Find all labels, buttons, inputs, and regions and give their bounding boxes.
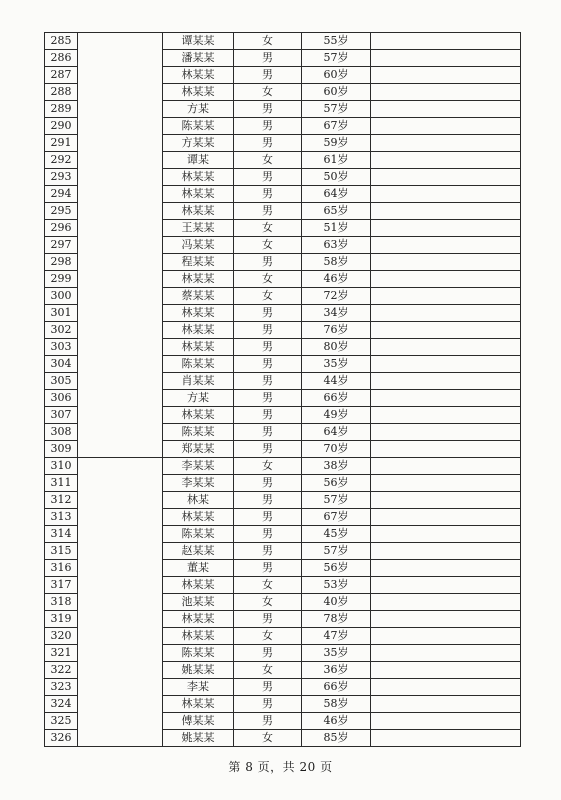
sex-cell: 男 (234, 492, 302, 509)
table-row (45, 407, 521, 424)
row-number-cell: 296 (45, 220, 78, 237)
sex-cell: 女 (234, 288, 302, 305)
sex-cell: 男 (234, 339, 302, 356)
name-cell: 姚某某 (163, 662, 234, 679)
age-cell: 63岁 (302, 237, 371, 254)
row-number-cell: 289 (45, 101, 78, 118)
sex-cell: 男 (234, 305, 302, 322)
table-row (45, 288, 521, 305)
note-cell (371, 526, 521, 543)
sex-cell: 女 (234, 730, 302, 747)
group-cell (78, 475, 163, 492)
age-cell: 64岁 (302, 424, 371, 441)
age-cell: 50岁 (302, 169, 371, 186)
row-number-cell: 309 (45, 441, 78, 458)
age-cell: 46岁 (302, 713, 371, 730)
name-cell: 林某某 (163, 509, 234, 526)
name-cell: 方某 (163, 101, 234, 118)
age-cell: 66岁 (302, 679, 371, 696)
age-cell: 40岁 (302, 594, 371, 611)
sex-cell: 男 (234, 713, 302, 730)
note-cell (371, 390, 521, 407)
group-cell (78, 628, 163, 645)
note-cell (371, 407, 521, 424)
group-cell (78, 271, 163, 288)
sex-cell: 男 (234, 645, 302, 662)
group-cell (78, 118, 163, 135)
table-row (45, 118, 521, 135)
group-cell (78, 560, 163, 577)
group-cell (78, 441, 163, 458)
table-row (45, 390, 521, 407)
name-cell: 潘某某 (163, 50, 234, 67)
name-cell: 谭某某 (163, 33, 234, 50)
sex-cell: 男 (234, 560, 302, 577)
table-row (45, 356, 521, 373)
age-cell: 36岁 (302, 662, 371, 679)
sex-cell: 男 (234, 101, 302, 118)
table-row (45, 84, 521, 101)
group-cell (78, 407, 163, 424)
sex-cell: 男 (234, 118, 302, 135)
group-cell (78, 237, 163, 254)
row-number-cell: 307 (45, 407, 78, 424)
row-number-cell: 293 (45, 169, 78, 186)
group-cell (78, 492, 163, 509)
note-cell (371, 475, 521, 492)
age-cell: 46岁 (302, 271, 371, 288)
age-cell: 67岁 (302, 118, 371, 135)
table-row (45, 424, 521, 441)
group-cell (78, 509, 163, 526)
row-number-cell: 301 (45, 305, 78, 322)
age-cell: 53岁 (302, 577, 371, 594)
group-cell (78, 645, 163, 662)
name-cell: 林某 (163, 492, 234, 509)
sex-cell: 男 (234, 322, 302, 339)
age-cell: 44岁 (302, 373, 371, 390)
row-number-cell: 286 (45, 50, 78, 67)
note-cell (371, 33, 521, 50)
table-row (45, 152, 521, 169)
group-cell (78, 577, 163, 594)
note-cell (371, 118, 521, 135)
group-cell (78, 458, 163, 475)
group-cell (78, 135, 163, 152)
table-row (45, 305, 521, 322)
sex-cell: 女 (234, 577, 302, 594)
group-cell (78, 713, 163, 730)
row-number-cell: 305 (45, 373, 78, 390)
note-cell (371, 373, 521, 390)
note-cell (371, 271, 521, 288)
sex-cell: 男 (234, 50, 302, 67)
table-row (45, 594, 521, 611)
note-cell (371, 696, 521, 713)
sex-cell: 女 (234, 594, 302, 611)
sex-cell: 男 (234, 543, 302, 560)
sex-cell: 男 (234, 696, 302, 713)
age-cell: 51岁 (302, 220, 371, 237)
age-cell: 72岁 (302, 288, 371, 305)
row-number-cell: 318 (45, 594, 78, 611)
age-cell: 70岁 (302, 441, 371, 458)
row-number-cell: 322 (45, 662, 78, 679)
name-cell: 蔡某某 (163, 288, 234, 305)
note-cell (371, 220, 521, 237)
table-row (45, 322, 521, 339)
sex-cell: 男 (234, 526, 302, 543)
note-cell (371, 492, 521, 509)
note-cell (371, 288, 521, 305)
table-row (45, 237, 521, 254)
age-cell: 76岁 (302, 322, 371, 339)
table-row (45, 696, 521, 713)
group-cell (78, 84, 163, 101)
note-cell (371, 135, 521, 152)
row-number-cell: 319 (45, 611, 78, 628)
note-cell (371, 203, 521, 220)
note-cell (371, 458, 521, 475)
group-cell (78, 543, 163, 560)
name-cell: 林某某 (163, 305, 234, 322)
sex-cell: 男 (234, 611, 302, 628)
sex-cell: 男 (234, 67, 302, 84)
name-cell: 李某某 (163, 475, 234, 492)
row-number-cell: 315 (45, 543, 78, 560)
table-row (45, 475, 521, 492)
age-cell: 80岁 (302, 339, 371, 356)
age-cell: 38岁 (302, 458, 371, 475)
group-cell (78, 67, 163, 84)
table-row (45, 50, 521, 67)
row-number-cell: 292 (45, 152, 78, 169)
group-cell (78, 220, 163, 237)
sex-cell: 男 (234, 169, 302, 186)
table-row (45, 220, 521, 237)
row-number-cell: 290 (45, 118, 78, 135)
note-cell (371, 237, 521, 254)
note-cell (371, 679, 521, 696)
note-cell (371, 356, 521, 373)
table-row (45, 373, 521, 390)
note-cell (371, 594, 521, 611)
note-cell (371, 339, 521, 356)
row-number-cell: 311 (45, 475, 78, 492)
table-row (45, 186, 521, 203)
row-number-cell: 316 (45, 560, 78, 577)
row-number-cell: 302 (45, 322, 78, 339)
age-cell: 56岁 (302, 560, 371, 577)
name-cell: 傅某某 (163, 713, 234, 730)
table-row (45, 662, 521, 679)
row-number-cell: 310 (45, 458, 78, 475)
sex-cell: 女 (234, 152, 302, 169)
group-cell (78, 50, 163, 67)
row-number-cell: 326 (45, 730, 78, 747)
table-row (45, 628, 521, 645)
sex-cell: 男 (234, 356, 302, 373)
age-cell: 47岁 (302, 628, 371, 645)
row-number-cell: 325 (45, 713, 78, 730)
row-number-cell: 321 (45, 645, 78, 662)
note-cell (371, 611, 521, 628)
name-cell: 林某某 (163, 186, 234, 203)
row-number-cell: 299 (45, 271, 78, 288)
roster-table (44, 32, 521, 747)
age-cell: 85岁 (302, 730, 371, 747)
row-number-cell: 288 (45, 84, 78, 101)
group-cell (78, 152, 163, 169)
row-number-cell: 323 (45, 679, 78, 696)
row-number-cell: 294 (45, 186, 78, 203)
name-cell: 林某某 (163, 169, 234, 186)
sex-cell: 男 (234, 373, 302, 390)
sex-cell: 男 (234, 679, 302, 696)
table-row (45, 339, 521, 356)
row-number-cell: 312 (45, 492, 78, 509)
age-cell: 57岁 (302, 101, 371, 118)
note-cell (371, 50, 521, 67)
group-cell (78, 594, 163, 611)
table-row (45, 679, 521, 696)
note-cell (371, 152, 521, 169)
name-cell: 陈某某 (163, 356, 234, 373)
row-number-cell: 298 (45, 254, 78, 271)
sex-cell: 男 (234, 135, 302, 152)
table-row (45, 543, 521, 560)
name-cell: 林某某 (163, 696, 234, 713)
sex-cell: 女 (234, 84, 302, 101)
sex-cell: 女 (234, 33, 302, 50)
name-cell: 方某 (163, 390, 234, 407)
table-row (45, 713, 521, 730)
row-number-cell: 313 (45, 509, 78, 526)
row-number-cell: 297 (45, 237, 78, 254)
name-cell: 林某某 (163, 84, 234, 101)
name-cell: 陈某某 (163, 526, 234, 543)
row-number-cell: 295 (45, 203, 78, 220)
page-footer: 第 8 页，共 20 页 (228, 760, 333, 774)
group-cell (78, 356, 163, 373)
row-number-cell: 300 (45, 288, 78, 305)
name-cell: 赵某某 (163, 543, 234, 560)
sex-cell: 男 (234, 509, 302, 526)
group-cell (78, 679, 163, 696)
name-cell: 林某某 (163, 67, 234, 84)
group-cell (78, 169, 163, 186)
sex-cell: 男 (234, 475, 302, 492)
group-cell (78, 203, 163, 220)
group-cell (78, 611, 163, 628)
table-row (45, 526, 521, 543)
group-cell (78, 662, 163, 679)
age-cell: 57岁 (302, 543, 371, 560)
row-number-cell: 291 (45, 135, 78, 152)
sex-cell: 女 (234, 458, 302, 475)
table-row (45, 577, 521, 594)
name-cell: 陈某某 (163, 645, 234, 662)
age-cell: 59岁 (302, 135, 371, 152)
name-cell: 林某某 (163, 271, 234, 288)
age-cell: 56岁 (302, 475, 371, 492)
name-cell: 池某某 (163, 594, 234, 611)
note-cell (371, 169, 521, 186)
sex-cell: 女 (234, 662, 302, 679)
group-cell (78, 373, 163, 390)
name-cell: 程某某 (163, 254, 234, 271)
row-number-cell: 317 (45, 577, 78, 594)
name-cell: 方某某 (163, 135, 234, 152)
note-cell (371, 713, 521, 730)
age-cell: 61岁 (302, 152, 371, 169)
note-cell (371, 628, 521, 645)
sex-cell: 女 (234, 220, 302, 237)
table-row (45, 560, 521, 577)
note-cell (371, 322, 521, 339)
table-row (45, 611, 521, 628)
sex-cell: 男 (234, 441, 302, 458)
group-cell (78, 322, 163, 339)
age-cell: 60岁 (302, 67, 371, 84)
table-row (45, 645, 521, 662)
name-cell: 王某某 (163, 220, 234, 237)
name-cell: 林某某 (163, 577, 234, 594)
name-cell: 郑某某 (163, 441, 234, 458)
group-cell (78, 390, 163, 407)
group-cell (78, 288, 163, 305)
name-cell: 姚某某 (163, 730, 234, 747)
row-number-cell: 314 (45, 526, 78, 543)
note-cell (371, 441, 521, 458)
roster-sheet (44, 32, 521, 747)
row-number-cell: 304 (45, 356, 78, 373)
age-cell: 66岁 (302, 390, 371, 407)
group-cell (78, 101, 163, 118)
age-cell: 65岁 (302, 203, 371, 220)
note-cell (371, 305, 521, 322)
age-cell: 45岁 (302, 526, 371, 543)
age-cell: 60岁 (302, 84, 371, 101)
note-cell (371, 101, 521, 118)
note-cell (371, 84, 521, 101)
name-cell: 陈某某 (163, 424, 234, 441)
sex-cell: 男 (234, 424, 302, 441)
note-cell (371, 67, 521, 84)
group-cell (78, 339, 163, 356)
table-row (45, 730, 521, 747)
note-cell (371, 543, 521, 560)
name-cell: 林某某 (163, 339, 234, 356)
age-cell: 67岁 (302, 509, 371, 526)
age-cell: 35岁 (302, 645, 371, 662)
note-cell (371, 509, 521, 526)
name-cell: 林某某 (163, 628, 234, 645)
name-cell: 陈某某 (163, 118, 234, 135)
table-row (45, 33, 521, 50)
name-cell: 林某某 (163, 407, 234, 424)
sex-cell: 女 (234, 271, 302, 288)
table-row (45, 203, 521, 220)
group-cell (78, 424, 163, 441)
table-row (45, 135, 521, 152)
age-cell: 55岁 (302, 33, 371, 50)
group-cell (78, 696, 163, 713)
table-row (45, 492, 521, 509)
note-cell (371, 560, 521, 577)
table-row (45, 67, 521, 84)
table-row (45, 254, 521, 271)
group-cell (78, 254, 163, 271)
age-cell: 49岁 (302, 407, 371, 424)
note-cell (371, 577, 521, 594)
name-cell: 肖某某 (163, 373, 234, 390)
age-cell: 78岁 (302, 611, 371, 628)
row-number-cell: 324 (45, 696, 78, 713)
sex-cell: 男 (234, 186, 302, 203)
name-cell: 林某某 (163, 322, 234, 339)
group-cell (78, 186, 163, 203)
age-cell: 57岁 (302, 492, 371, 509)
sex-cell: 男 (234, 254, 302, 271)
roster-table-body (45, 33, 521, 747)
sex-cell: 男 (234, 407, 302, 424)
age-cell: 34岁 (302, 305, 371, 322)
sex-cell: 男 (234, 203, 302, 220)
row-number-cell: 308 (45, 424, 78, 441)
row-number-cell: 320 (45, 628, 78, 645)
age-cell: 58岁 (302, 254, 371, 271)
row-number-cell: 306 (45, 390, 78, 407)
name-cell: 谭某 (163, 152, 234, 169)
name-cell: 冯某某 (163, 237, 234, 254)
note-cell (371, 645, 521, 662)
sex-cell: 女 (234, 628, 302, 645)
note-cell (371, 254, 521, 271)
age-cell: 64岁 (302, 186, 371, 203)
name-cell: 李某某 (163, 458, 234, 475)
row-number-cell: 287 (45, 67, 78, 84)
sex-cell: 男 (234, 390, 302, 407)
name-cell: 董某 (163, 560, 234, 577)
table-row (45, 509, 521, 526)
note-cell (371, 730, 521, 747)
group-cell (78, 730, 163, 747)
name-cell: 林某某 (163, 611, 234, 628)
note-cell (371, 424, 521, 441)
age-cell: 57岁 (302, 50, 371, 67)
note-cell (371, 662, 521, 679)
group-cell (78, 305, 163, 322)
age-cell: 58岁 (302, 696, 371, 713)
name-cell: 林某某 (163, 203, 234, 220)
group-cell (78, 526, 163, 543)
group-cell (78, 33, 163, 50)
table-row (45, 101, 521, 118)
name-cell: 李某 (163, 679, 234, 696)
table-row (45, 441, 521, 458)
sex-cell: 女 (234, 237, 302, 254)
row-number-cell: 303 (45, 339, 78, 356)
note-cell (371, 186, 521, 203)
table-row (45, 271, 521, 288)
row-number-cell: 285 (45, 33, 78, 50)
table-row (45, 458, 521, 475)
age-cell: 35岁 (302, 356, 371, 373)
table-row (45, 169, 521, 186)
